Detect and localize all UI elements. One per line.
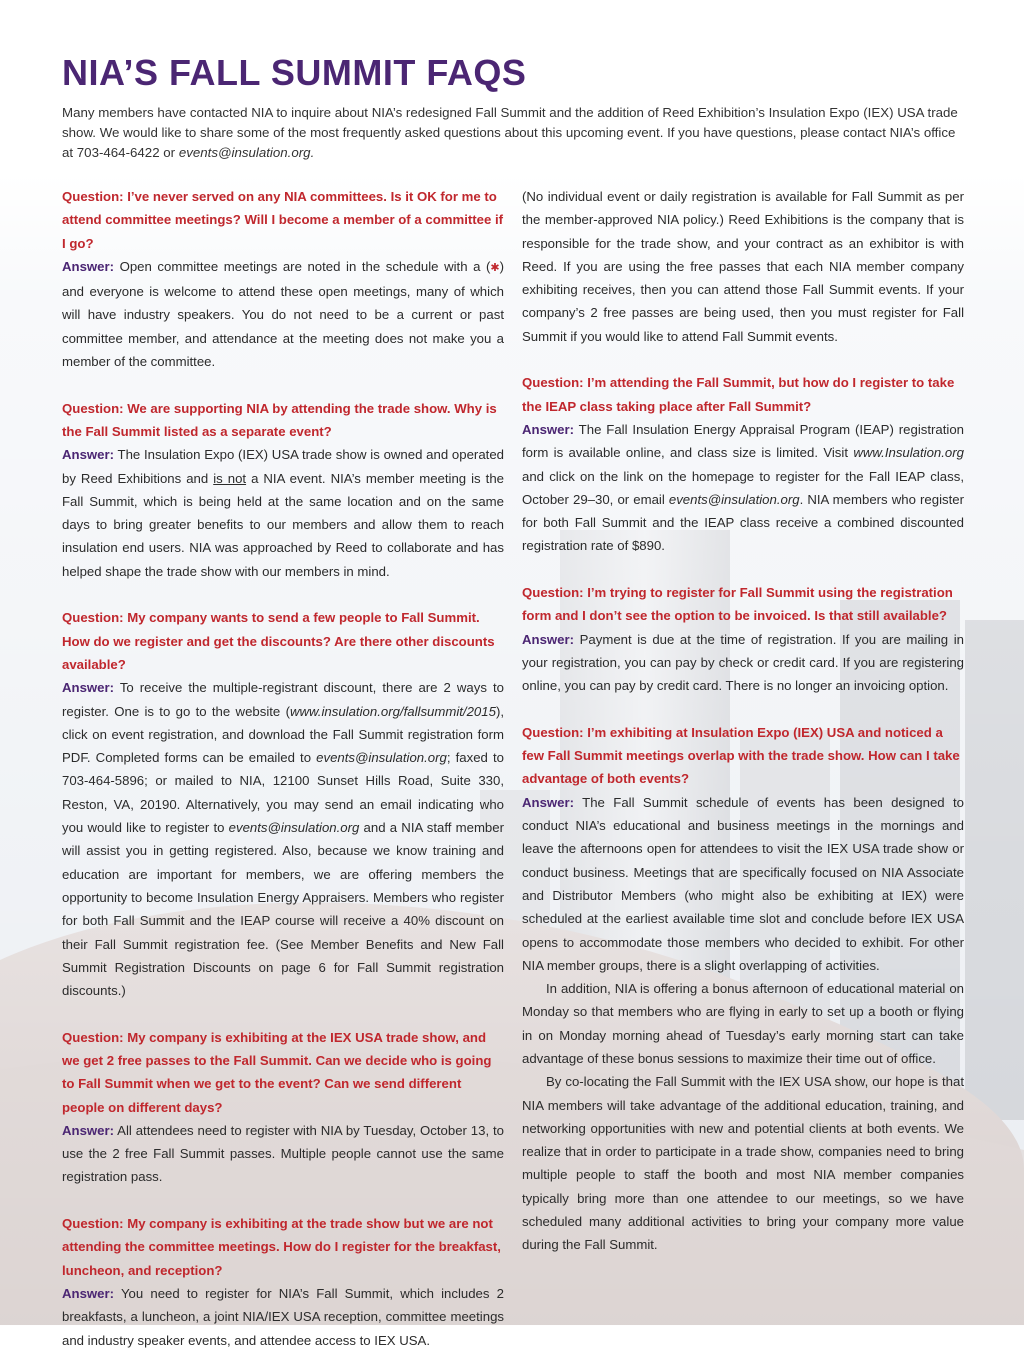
answer-body-cont: and a NIA staff member will assist you in getting registered. Also, because we know training and education are important for members, we are offering members the opportunity to become Insulation Energy Appraisers. Members who register for both Fall Summit and the IEAP course will receive a 40% discount on their Fall Summit registration fee. (See Member Benefits and New Fall Summit Registration Discounts on page 6 for Fall Summit registration discounts.): [62, 820, 504, 999]
question-text: Question: My company wants to send a few people to Fall Summit. How do we register and get the discounts? Are there other discounts available?: [62, 610, 495, 672]
answer-text: [62, 443, 504, 583]
answer-text: [522, 628, 964, 698]
left-column: [62, 185, 504, 1352]
answer-body: Open committee meetings are noted in the schedule with a (: [114, 258, 491, 274]
question-text: Question: I’m trying to register for Fall Summit using the registration form and I don’t see the option to be invoiced. Is that still available?: [522, 585, 953, 624]
answer-body-cont: . NIA members who register for both Fall Summit and the IEAP class receive a combined discounted registration rate of $890.: [522, 491, 964, 554]
answer-continuation: (No individual event or daily registration is available for Fall Summit as per the member-approved NIA policy.) Reed Exhibitions is the company that is responsible for the trade show, and your contract as an exhibitor is with Reed. If you are using the free passes that each NIA member company exhibiting receives, then you can attend those Fall Summit events. If your company’s 2 free passes are being used, then you must register for Fall Summit if you would like to attend Fall Summit events.: [522, 189, 964, 344]
answer-body-cont: and click on the link on the homepage to register for the Fall IEAP class, October 29–30, or email: [522, 468, 964, 507]
faq-item-free-passes: [62, 1026, 504, 1189]
maple-leaf-icon: ✱: [490, 261, 500, 274]
intro-email-link[interactable]: events@insulation.org.: [178, 145, 315, 160]
intro-text: Many members have contacted NIA to inquire about NIA’s redesigned Fall Summit and the addition of Reed Exhibition’s Insulation Expo (IEX) USA trade show. We would like to share some of the most frequently asked questions about this upcoming event. If you have questions, please contact NIA’s office at 703-464-6422 or: [62, 105, 958, 160]
underlined-text: is not: [213, 470, 247, 486]
answer-text: [62, 676, 504, 1002]
answer-text: [522, 418, 964, 558]
fallsummit-url-link[interactable]: www.insulation.org/fallsummit/2015: [289, 703, 496, 719]
intro-paragraph: [62, 103, 962, 163]
faq-item-breakfast-registration: [62, 1212, 504, 1352]
answer-text: [522, 791, 964, 977]
answer-body-cont: ) and everyone is welcome to attend these open meetings, many of which will have industry speakers. You do not need to be a current or past committee member, and attendance at the meeting does not make you a member of the committee.: [62, 258, 504, 370]
page-title: NIA’S FALL SUMMIT FAQS: [62, 52, 527, 93]
answer-body: Payment is due at the time of registration. If you are mailing in your registration, you can pay by check or credit card. If you are registering online, you can pay by credit card. There is no longer an invoicing option.: [522, 631, 964, 694]
answer-text: [62, 255, 504, 373]
answer-body: All attendees need to register with NIA by Tuesday, October 13, to use the 2 free Fall Summit passes. Multiple people cannot use the same registration pass.: [62, 1122, 504, 1185]
answer-label: Answer:: [62, 680, 115, 696]
answer-body: The Fall Summit schedule of events has been designed to conduct NIA’s educational and business meetings in the mornings and leave the afternoons open for attendees to visit the IEX USA trade show or conduct business. Meetings that are specifically focused on NIA Associate and Distributor Members (who might also be exhibiting at IEX) were scheduled at the earliest available time slot and conclude before IEX USA opens to accommodate those members who decided to exhibit. For other NIA member groups, there is a slight overlapping of activities.: [522, 794, 964, 973]
question-text: Question: My company is exhibiting at the trade show but we are not attending the committee meetings. How do I register for the breakfast, luncheon, and reception?: [62, 1216, 501, 1278]
answer-paragraph-colocation: By co-locating the Fall Summit with the IEX USA show, our hope is that NIA members will take advantage of the additional education, training, and networking opportunities with new and potential clients at both events. We realize that in order to participate in a trade show, companies need to bring multiple people to staff the booth and most NIA member companies typically bring more than one attendee to our meetings, so we have scheduled many additional activities to bring your company more value during the Fall Summit.: [522, 1074, 964, 1253]
question-text: Question: I’m exhibiting at Insulation Expo (IEX) USA and noticed a few Fall Summit meetings overlap with the trade show. How can I take advantage of both events?: [522, 724, 960, 787]
right-column: [522, 185, 964, 1280]
answer-label: Answer:: [62, 258, 115, 274]
answer-body-cont: a NIA event. NIA’s member meeting is the Fall Summit, which is being held at the same location and on the same days to bring greater benefits to our members and allow them to reach insulation end users. NIA was approached by Reed to collaborate and has helped shape the trade show with our members in mind.: [62, 470, 504, 579]
question-text: Question: My company is exhibiting at the IEX USA trade show, and we get 2 free passes to the Fall Summit. Can we decide who is going to Fall Summit when we get to the event? Can we send different people on different days?: [62, 1029, 492, 1115]
question-text: Question: I’m attending the Fall Summit, but how do I register to take the IEAP class taking place after Fall Summit?: [522, 375, 955, 414]
answer-label: Answer:: [62, 447, 115, 463]
email-link[interactable]: events@insulation.org: [668, 491, 800, 507]
faq-item-ieap-class: [522, 371, 964, 557]
answer-label: Answer:: [522, 421, 575, 437]
answer-label: Answer:: [522, 631, 575, 647]
faq-item-discounts: [62, 606, 504, 1002]
question-text: Question: We are supporting NIA by attending the trade show. Why is the Fall Summit listed as a separate event?: [62, 400, 497, 439]
insulation-url-link[interactable]: www.Insulation.org: [853, 445, 964, 461]
email-link[interactable]: events@insulation.org: [316, 750, 447, 766]
answer-body: The Insulation Expo (IEX) USA trade show is owned and operated by Reed Exhibitions and: [62, 447, 504, 486]
faq-item-overlap: [522, 721, 964, 1257]
question-text: Question: I’ve never served on any NIA committees. Is it OK for me to attend committee meetings? Will I become a member of a committee if I go?: [62, 189, 504, 251]
answer-body-cont: ; faxed to 703-464-5896; or mailed to NIA, 12100 Sunset Hills Road, Suite 330, Reston, VA, 20190. Alternatively, you may send an email indicating who you would like to register to: [62, 750, 504, 836]
answer-body: The Fall Insulation Energy Appraisal Program (IEAP) registration form is available online, and class size is limited. Visit: [522, 421, 964, 461]
answer-text: [62, 1282, 504, 1352]
faq-item-separate-event: [62, 397, 504, 583]
faq-item-invoicing: [522, 581, 964, 697]
answer-label: Answer:: [62, 1122, 115, 1138]
answer-label: Answer:: [62, 1285, 115, 1301]
answer-label: Answer:: [522, 794, 575, 810]
answer-paragraph-bonus: In addition, NIA is offering a bonus afternoon of educational material on Monday so that members who are flying in early to set up a booth or flying in on Monday morning ahead of Tuesday’s early morning start can take advantage of these bonus sessions to maximize their time out of office.: [522, 981, 964, 1066]
answer-text: [62, 1119, 504, 1189]
faq-item-committees: [62, 185, 504, 373]
answer-body: You need to register for NIA’s Fall Summit, which includes 2 breakfasts, a luncheon, a joint NIA/IEX USA reception, committee meetings and industry speaker events, and attendee access to IEX USA.: [62, 1285, 504, 1348]
answer-body-cont: ), click on event registration, and download the Fall Summit registration form PDF. Completed forms can be emailed to: [62, 703, 504, 766]
faq-item-breakfast-registration-continued: [522, 185, 964, 348]
email-link[interactable]: events@insulation.org: [228, 820, 360, 836]
answer-body: To receive the multiple-registrant discount, there are 2 ways to register. One is to go to the website (: [62, 680, 504, 719]
